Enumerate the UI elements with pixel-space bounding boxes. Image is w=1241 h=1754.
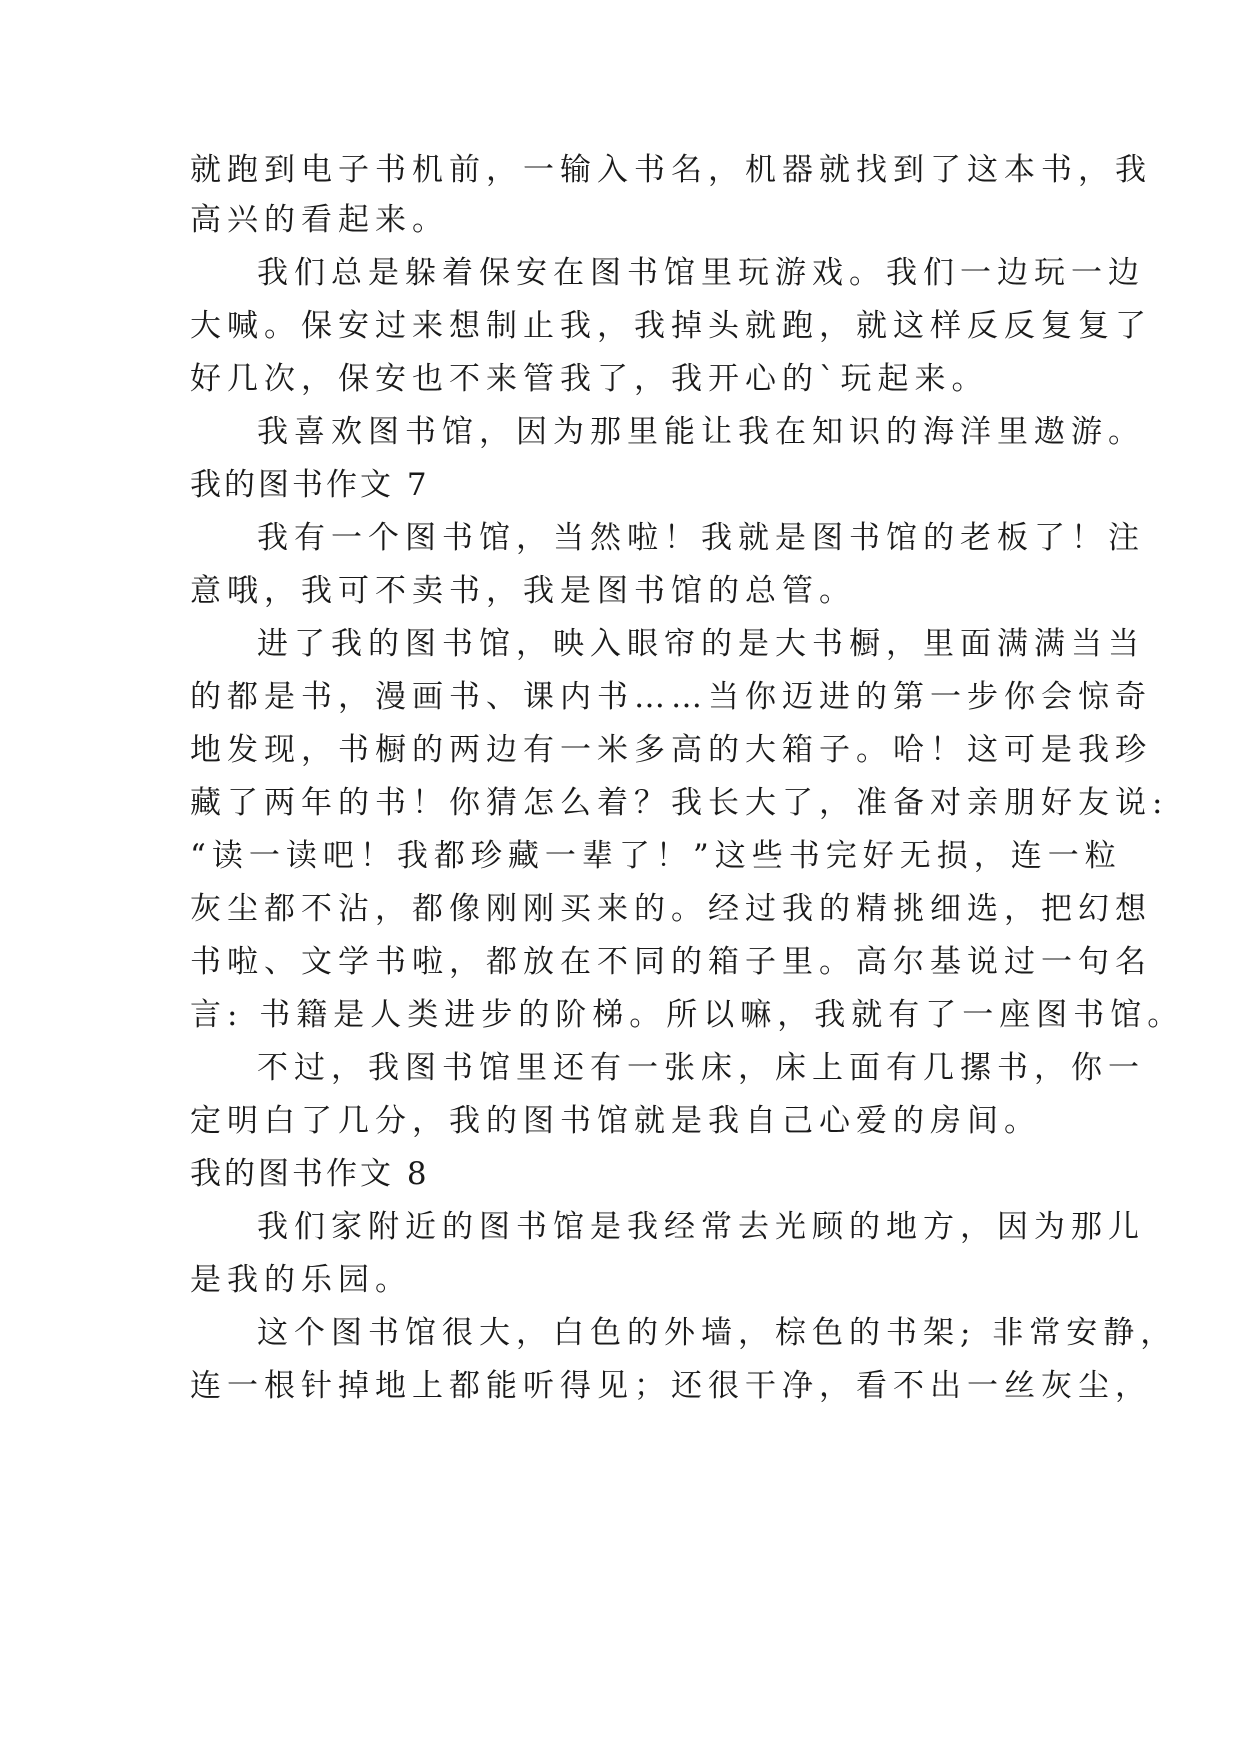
text-line: 我有一个图书馆，当然啦！我就是图书馆的老板了！注: [257, 520, 1145, 556]
text-line: 高兴的看起来。: [190, 202, 449, 238]
text-line: 大喊。保安过来想制止我，我掉头就跑，就这样反反复复了: [190, 308, 1152, 344]
text-line: 就跑到电子书机前，一输入书名，机器就找到了这本书，我: [190, 152, 1152, 188]
section-heading: 我的图书作文 8: [190, 1156, 430, 1192]
text-line: 连一根针掉地上都能听得见；还很干净，看不出一丝灰尘，: [190, 1368, 1152, 1404]
text-line: 这个图书馆很大，白色的外墙，棕色的书架; 非常安静，: [257, 1315, 1178, 1351]
text-line: 进了我的图书馆，映入眼帘的是大书橱，里面满满当当: [257, 626, 1145, 662]
text-line: 是我的乐园。: [190, 1262, 412, 1298]
text-line: “读一读吧！我都珍藏一辈了！”这些书完好无损，连一粒: [190, 838, 1122, 874]
text-line: 灰尘都不沾，都像刚刚买来的。经过我的精挑细选，把幻想: [190, 891, 1152, 927]
text-line: 书啦、文学书啦，都放在不同的箱子里。高尔基说过一句名: [190, 944, 1152, 980]
text-line: 好几次，保安也不来管我了，我开心的`玩起来。: [190, 361, 989, 397]
text-line: 地发现，书橱的两边有一米多高的大箱子。哈！这可是我珍: [190, 732, 1152, 768]
text-line: 我们家附近的图书馆是我经常去光顾的地方，因为那儿: [257, 1209, 1145, 1245]
text-line: 言: 书籍是人类进步的阶梯。所以嘛，我就有了一座图书馆。: [190, 997, 1185, 1033]
text-line: 我们总是躲着保安在图书馆里玩游戏。我们一边玩一边: [257, 255, 1145, 291]
section-heading: 我的图书作文 7: [190, 467, 430, 503]
text-line: 定明白了几分，我的图书馆就是我自己心爱的房间。: [190, 1103, 1041, 1139]
text-line: 藏了两年的书！你猜怎么着？我长大了，准备对亲朋好友说:: [190, 785, 1169, 821]
text-line: 的都是书，漫画书、课内书……当你迈进的第一步你会惊奇: [190, 679, 1152, 715]
text-line: 我喜欢图书馆，因为那里能让我在知识的海洋里遨游。: [257, 414, 1145, 450]
text-line: 意哦，我可不卖书，我是图书馆的总管。: [190, 573, 856, 609]
text-line: 不过，我图书馆里还有一张床，床上面有几摞书，你一: [257, 1050, 1145, 1086]
